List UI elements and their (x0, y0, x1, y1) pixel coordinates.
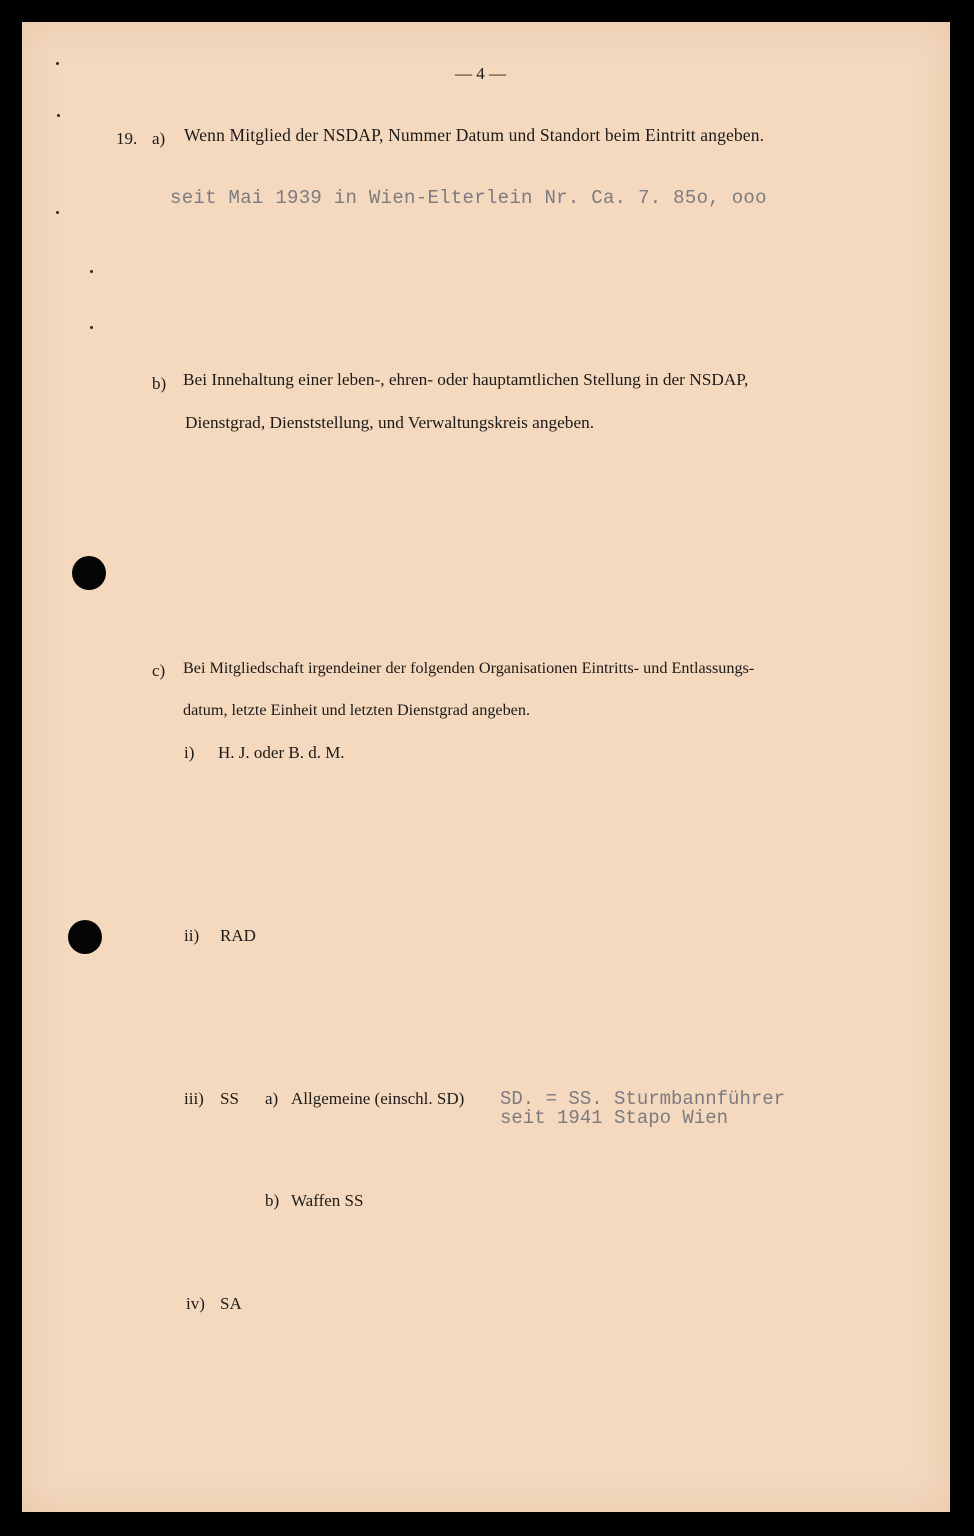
ss-a-label: Allgemeine (einschl. SD) (291, 1089, 465, 1108)
ss-a-answer-line1: SD. = SS. Sturmbannführer (500, 1088, 786, 1110)
item-ii-label: RAD (220, 926, 256, 945)
speck (56, 211, 59, 214)
ss-a-marker: a) (265, 1089, 279, 1108)
speck (56, 62, 59, 65)
ss-b-marker: b) (265, 1191, 280, 1210)
question-b-label-line1: Bei Innehaltung einer leben-, ehren- oder hauptamtlichen Stellung in der NSDAP, (183, 370, 749, 389)
speck (90, 326, 93, 329)
form-page (22, 22, 950, 1512)
question-a-answer: seit Mai 1939 in Wien-Elterlein Nr. Ca. 7. 85o, ooo (170, 187, 767, 209)
item-i-label: H. J. oder B. d. M. (218, 743, 345, 762)
question-a-marker: a) (152, 129, 166, 148)
item-iv-marker: iv) (186, 1294, 205, 1313)
question-b-label-line2: Dienstgrad, Dienststellung, und Verwaltungskreis angeben. (185, 413, 595, 432)
item-i-marker: i) (184, 743, 195, 762)
item-iv-label: SA (220, 1294, 242, 1313)
question-c-label-line1: Bei Mitgliedschaft irgendeiner der folgenden Organisationen Eintritts- und Entlassungs- (183, 659, 755, 677)
page-number: — 4 — (455, 64, 506, 83)
ss-b-label: Waffen SS (291, 1191, 364, 1210)
question-b-marker: b) (152, 374, 167, 393)
item-iii-marker: iii) (184, 1089, 204, 1108)
question-number: 19. (116, 129, 138, 148)
question-a-label: Wenn Mitglied der NSDAP, Nummer Datum und Standort beim Eintritt angeben. (184, 125, 765, 145)
ss-a-answer-line2: seit 1941 Stapo Wien (500, 1107, 729, 1129)
punch-hole-upper (72, 556, 106, 590)
speck (90, 270, 93, 273)
question-c-marker: c) (152, 661, 166, 680)
item-iii-label: SS (220, 1089, 239, 1108)
item-ii-marker: ii) (184, 926, 200, 945)
question-c-label-line2: datum, letzte Einheit und letzten Dienstgrad angeben. (183, 701, 531, 719)
punch-hole-lower (68, 920, 102, 954)
speck (57, 114, 60, 117)
